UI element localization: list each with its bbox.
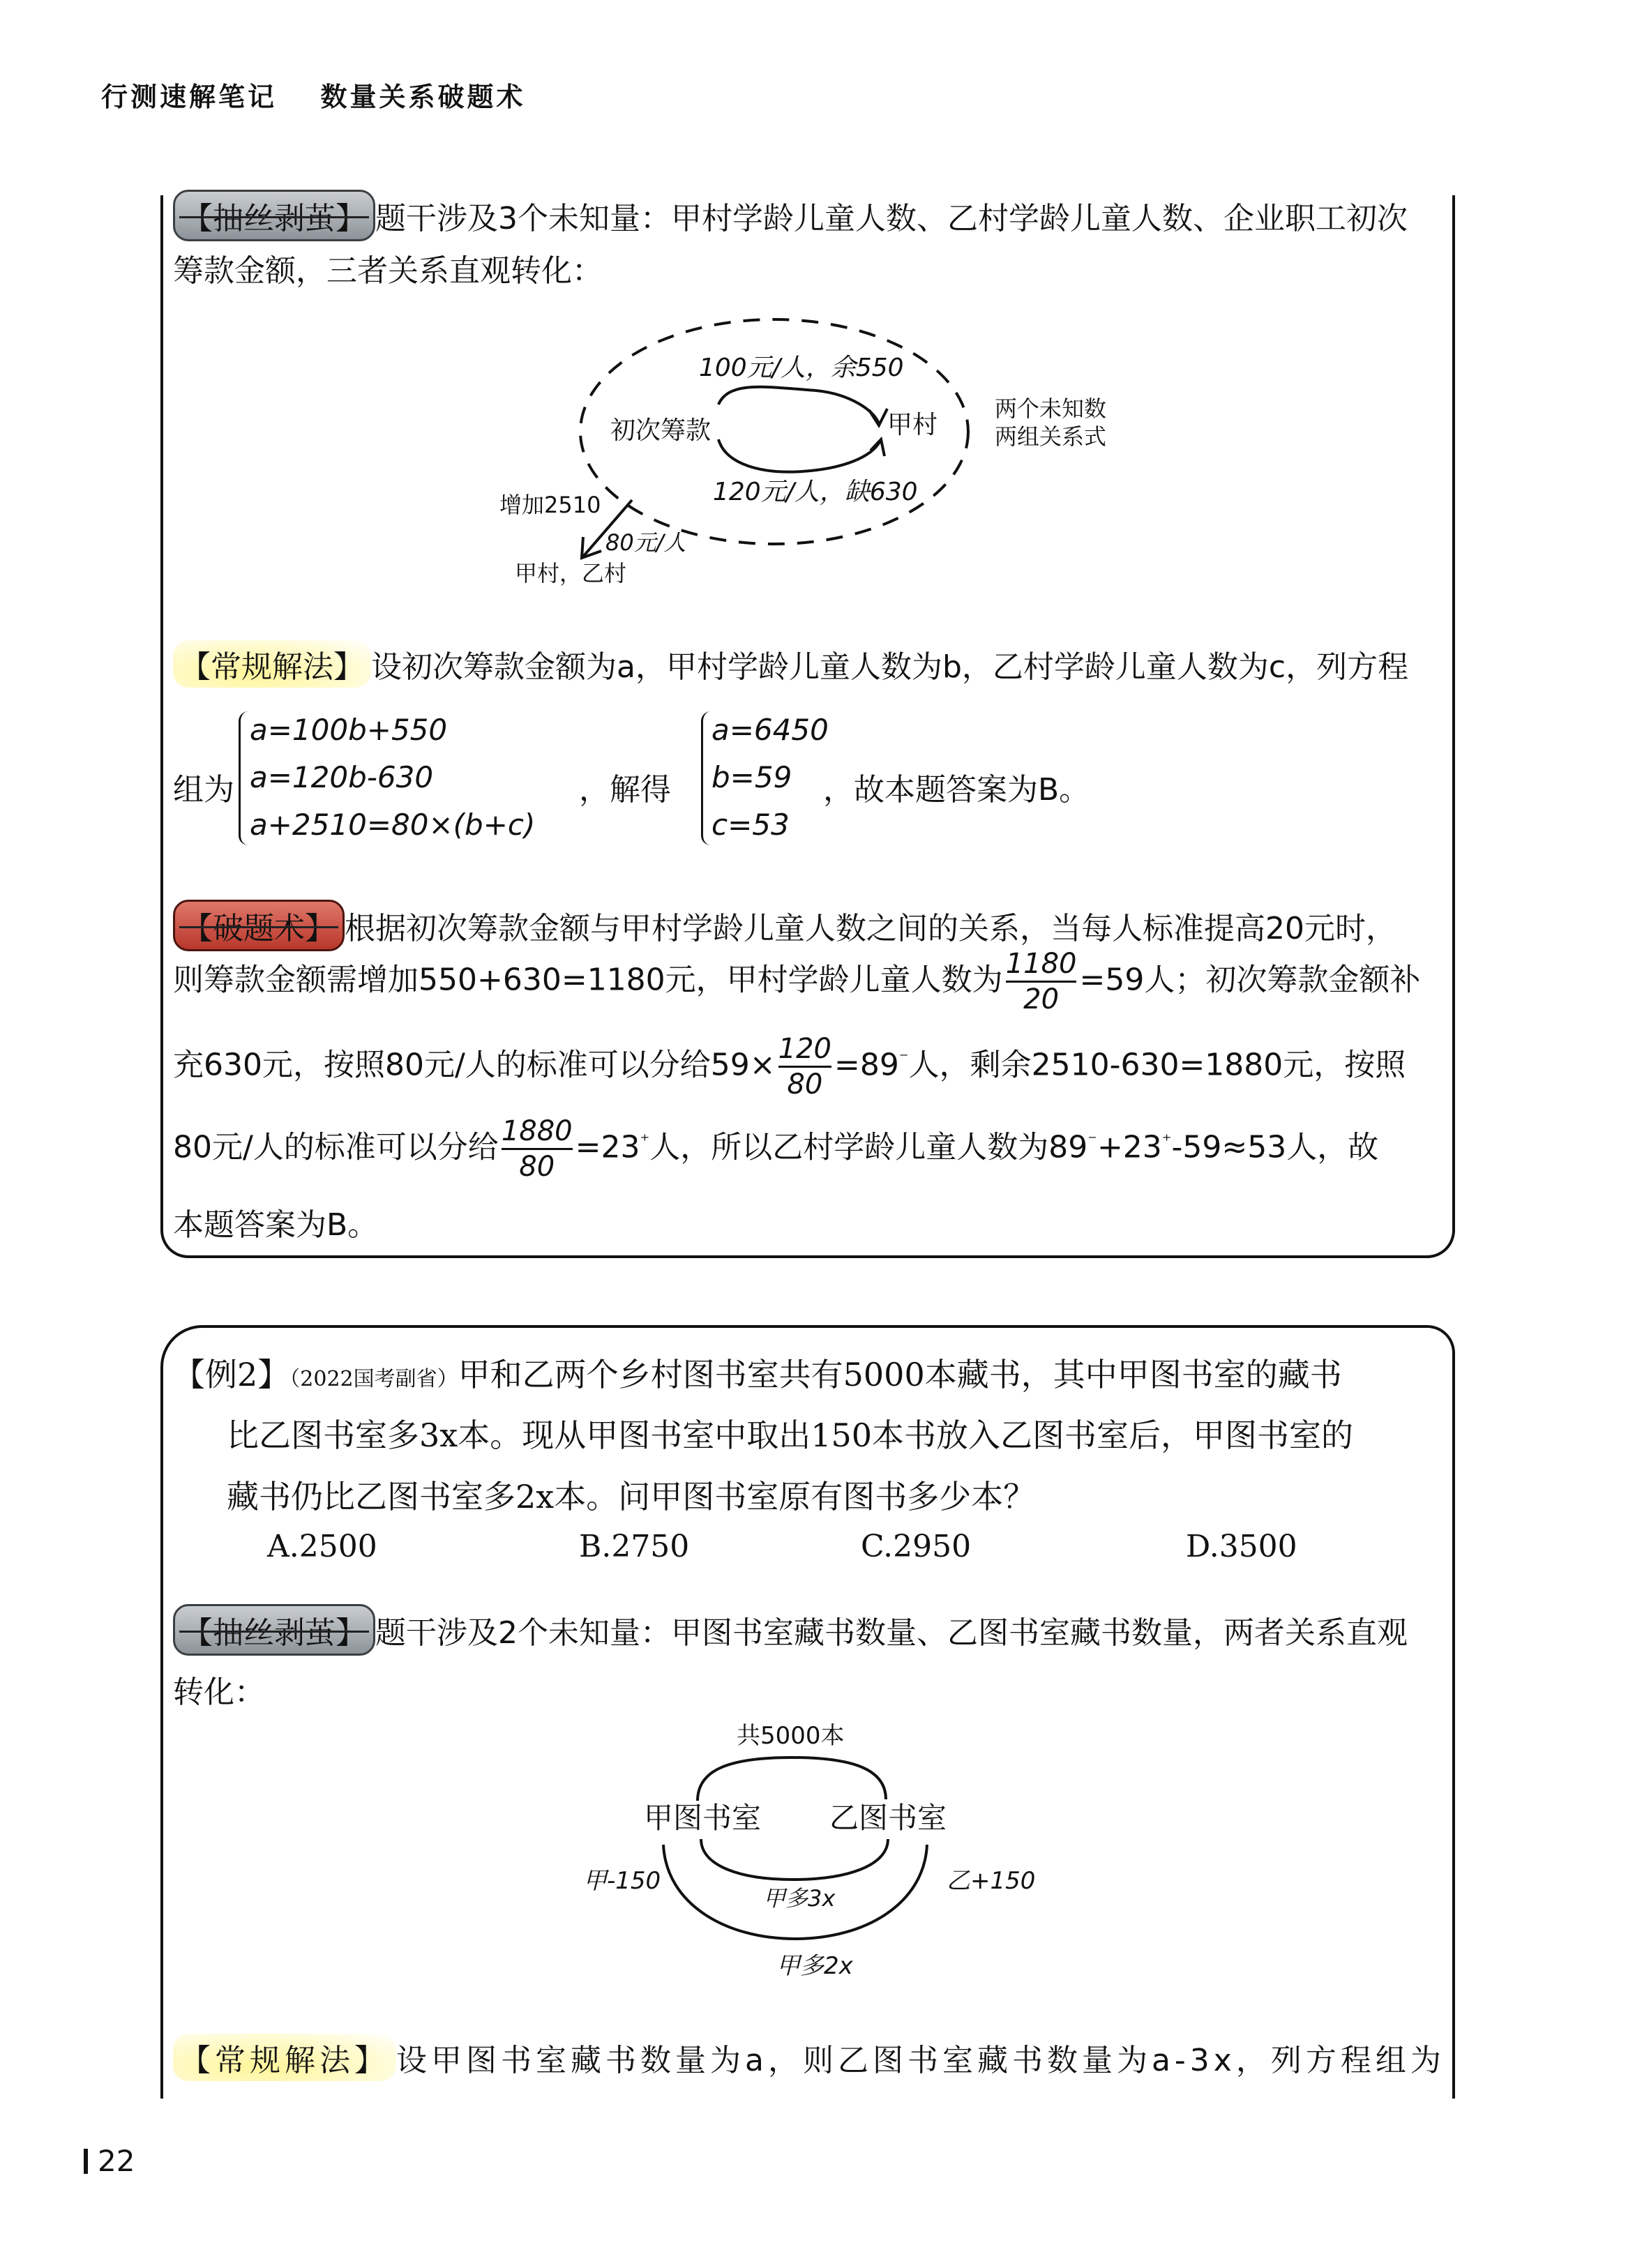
equation-2: a=120b-630 bbox=[250, 760, 434, 794]
label-120-per-person: 120元/人，缺630 bbox=[713, 478, 918, 506]
arc-top-arrow bbox=[718, 387, 879, 424]
solution-c: c=53 bbox=[711, 808, 790, 842]
e2-analysis-line2: 转化： bbox=[173, 1674, 265, 1710]
solution-a: a=6450 bbox=[711, 713, 829, 747]
label-a-minus-150: 甲-150 bbox=[583, 1867, 661, 1895]
page-number: 22 bbox=[84, 2144, 135, 2178]
e1-solve-label: ，解得 bbox=[579, 772, 671, 808]
e2-regular-line1: 【常规解法】 设甲图书室藏书数量为a，则乙图书室藏书数量为a-3x，列方程组为 bbox=[173, 2034, 1445, 2081]
node-library-a: 甲图书室 bbox=[644, 1801, 762, 1835]
node-village-a: 甲村 bbox=[887, 411, 938, 439]
book-title: 行测速解笔记 bbox=[101, 82, 278, 112]
e2-question-line3: 藏书仍比乙图书室多2x本。问甲图书室原有图书多少本？ bbox=[227, 1478, 1036, 1515]
e1-analysis-line2: 筹款金额，三者关系直观转化： bbox=[173, 253, 603, 289]
option-a: A.2500 bbox=[267, 1529, 377, 1564]
arrowhead-bottom-icon bbox=[871, 439, 884, 456]
e1-trick-line2: 则筹款金额需增加550+630=1180元，甲村学龄儿童人数为 $\frac{1180}{20}$ =59人；初次筹款金额补 bbox=[173, 948, 1421, 1015]
e1-trick-line5: 本题答案为B。 bbox=[173, 1207, 379, 1243]
e1-trick-line1: 【破题术】 根据初次筹款金额与甲村学龄儿童人数之间的关系，当每人标准提高20元时， bbox=[173, 900, 1396, 951]
e1-regular-line1: 【常规解法】 设初次筹款金额为a，甲村学龄儿童人数为b，乙村学龄儿童人数为c，列方程 bbox=[173, 640, 1408, 688]
analysis-tag: 【抽丝剥茧】 bbox=[173, 190, 375, 241]
label-b-plus-150: 乙+150 bbox=[947, 1867, 1036, 1895]
label-increase-2510: 增加2510 bbox=[499, 492, 601, 518]
node-library-b: 乙图书室 bbox=[829, 1801, 947, 1835]
arc-bottom-arrow bbox=[718, 439, 880, 472]
running-header bbox=[101, 75, 526, 114]
fraction-1880-80: $\frac{1880}{80}$ bbox=[501, 1115, 573, 1183]
node-initial-fund: 初次筹款 bbox=[610, 416, 711, 445]
diagram-libraries bbox=[628, 1744, 1046, 1953]
equation-3: a+2510=80×(b+c) bbox=[250, 808, 536, 842]
label-diff-2x: 甲多2x bbox=[776, 1952, 853, 1980]
analysis-tag: 【抽丝剥茧】 bbox=[173, 1604, 375, 1656]
e1-system-prefix: 组为 bbox=[173, 772, 234, 808]
page-marker-icon bbox=[84, 2149, 88, 2174]
option-c: C.2950 bbox=[861, 1529, 972, 1564]
note-two-unknowns: 两个未知数 bbox=[995, 395, 1107, 422]
example-label: 【例2】 bbox=[173, 1356, 290, 1393]
e2-question-line2: 比乙图书室多3x本。现从甲图书室中取出150本书放入乙图书室后，甲图书室的 bbox=[227, 1416, 1354, 1454]
label-100-per-person: 100元/人，余550 bbox=[699, 354, 904, 382]
label-both-villages: 甲村，乙村 bbox=[515, 560, 627, 587]
left-brace-icon bbox=[239, 711, 249, 845]
regular-tag: 【常规解法】 bbox=[173, 640, 371, 688]
label-total-5000: 共5000本 bbox=[737, 1722, 845, 1750]
e1-analysis-line1: 【抽丝剥茧】 题干涉及3个未知量：甲村学龄儿童人数、乙村学龄儿童人数、企业职工初次 bbox=[173, 190, 1408, 241]
note-two-relations: 两组关系式 bbox=[995, 423, 1107, 450]
solution-b: b=59 bbox=[711, 760, 792, 794]
option-b: B.2750 bbox=[579, 1529, 690, 1564]
option-d: D.3500 bbox=[1186, 1529, 1297, 1564]
equation-1: a=100b+550 bbox=[250, 713, 448, 747]
e2-question-line1: 【例2】（2022国考副省）甲和乙两个乡村图书室共有5000本藏书，其中甲图书室的藏书 bbox=[173, 1356, 1342, 1393]
left-brace-icon bbox=[701, 711, 711, 845]
fraction-1180-20: $\frac{1180}{20}$ bbox=[1005, 948, 1077, 1015]
chapter-title: 数量关系破题术 bbox=[320, 82, 526, 112]
e1-trick-line3: 充630元，按照80元/人的标准可以分给59× $\frac{120}{80}$ =89⁻人，剩余2510-630=1880元，按照 bbox=[173, 1033, 1406, 1101]
trick-tag: 【破题术】 bbox=[173, 900, 345, 951]
fraction-120-80: $\frac{120}{80}$ bbox=[778, 1033, 832, 1101]
inner-bottom-arc bbox=[701, 1839, 888, 1880]
top-arc bbox=[698, 1757, 886, 1801]
label-diff-3x: 甲多3x bbox=[763, 1885, 836, 1912]
e1-trick-line4: 80元/人的标准可以分给 $\frac{1880}{80}$ =23⁺人，所以乙村学龄儿童人数为89⁻+23⁺-59≈53人，故 bbox=[173, 1115, 1379, 1183]
regular-tag: 【常规解法】 bbox=[173, 2034, 396, 2081]
diagram-fundraising bbox=[488, 307, 1158, 600]
question-source: （2022国考副省） bbox=[289, 1367, 458, 1391]
label-80-per-person: 80元/人 bbox=[605, 529, 686, 556]
e1-answer-text: ，故本题答案为B。 bbox=[823, 772, 1090, 808]
e2-analysis-line1: 【抽丝剥茧】 题干涉及2个未知量：甲图书室藏书数量、乙图书室藏书数量，两者关系直观 bbox=[173, 1604, 1408, 1656]
